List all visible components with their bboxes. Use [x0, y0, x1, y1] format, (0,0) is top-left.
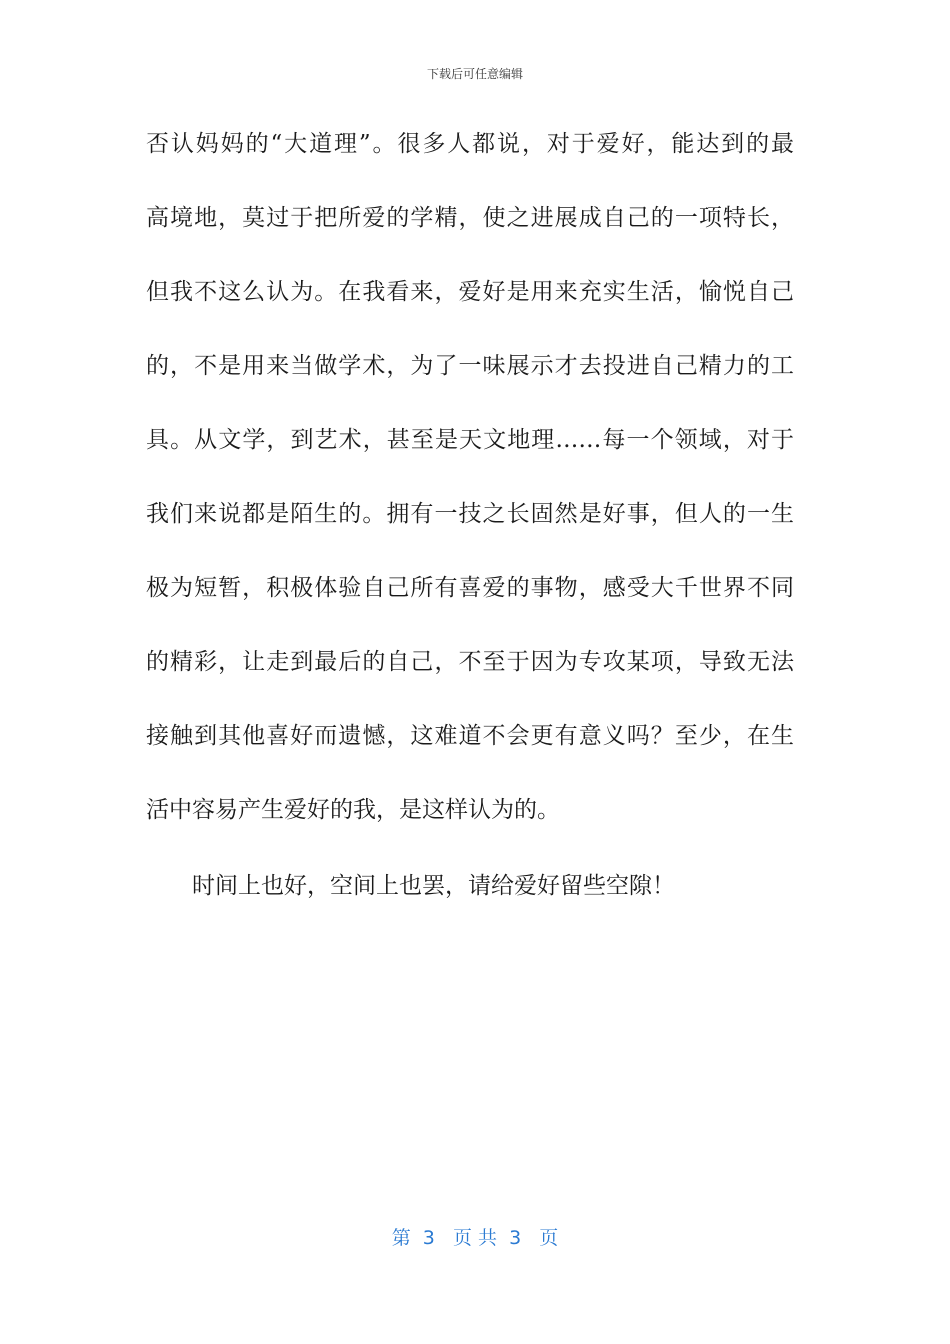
body-line: 接触到其他喜好而遗憾，这难道不会更有意义吗？至少，在生: [146, 723, 794, 749]
body-line: 极为短暂，积极体验自己所有喜爱的事物，感受大千世界不同: [146, 575, 794, 601]
body-line: 具。从文学，到艺术，甚至是天文地理……每一个领域，对于: [146, 427, 794, 453]
page-header-note: 下载后可任意编辑: [426, 67, 523, 81]
body-line: 否认妈妈的“大道理”。很多人都说，对于爱好，能达到的最: [146, 131, 794, 157]
body-line: 活中容易产生爱好的我，是这样认为的。: [146, 797, 560, 823]
body-line: 我们来说都是陌生的。拥有一技之长固然是好事，但人的一生: [146, 501, 794, 527]
closing-paragraph: 时间上也好，空间上也罢，请给爱好留些空隙！: [192, 873, 675, 899]
page-number-footer: 第 3 页 共 3 页: [391, 1227, 559, 1249]
body-line: 高境地，莫过于把所爱的学精，使之进展成自己的一项特长，: [146, 205, 794, 231]
body-line: 的精彩，让走到最后的自己，不至于因为专攻某项，导致无法: [146, 649, 794, 675]
body-line: 但我不这么认为。在我看来，爱好是用来充实生活，愉悦自己: [146, 279, 794, 305]
body-line: 的，不是用来当做学术，为了一味展示才去投进自己精力的工: [146, 353, 794, 379]
